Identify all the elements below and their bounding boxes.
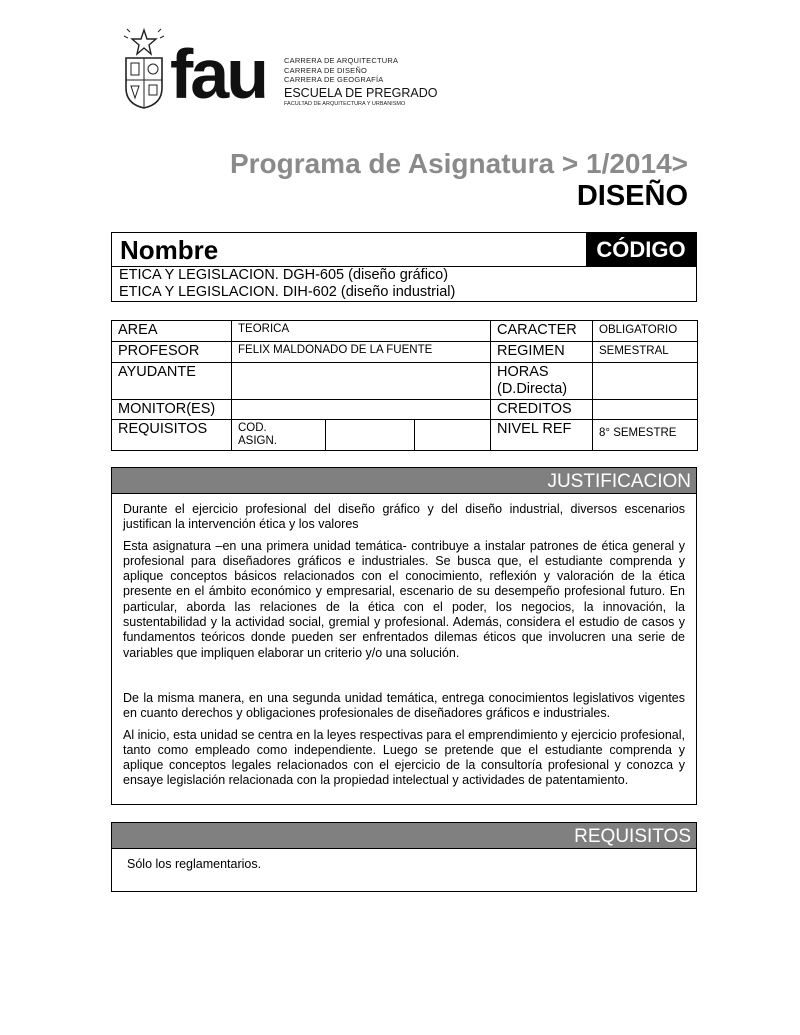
requisito-cell-1	[326, 420, 415, 451]
caracter-label: CARACTER	[491, 321, 593, 342]
nivel-label: NIVEL REF	[491, 420, 593, 451]
codigo-label: CÓDIGO	[586, 233, 696, 266]
monitor-label: MONITOR(ES)	[112, 400, 232, 420]
ayudante-label: AYUDANTE	[112, 363, 232, 400]
area-value: TEORICA	[232, 321, 491, 342]
requisitos-body: Sólo los reglamentarios.	[127, 857, 262, 871]
logo-line-escuela: ESCUELA DE PREGRADO	[284, 85, 438, 100]
creditos-label: CREDITOS	[491, 400, 593, 420]
horas-label-line2: (D.Directa)	[497, 381, 568, 397]
ayudante-value	[232, 363, 491, 400]
course-name-industrial: ETICA Y LEGISLACION. DIH-602 (diseño industrial)	[119, 284, 456, 300]
justificacion-paragraph: Durante el ejercicio profesional del diseño gráfico y del diseño industrial, diversos escenarios justifican la intervención ética y los valores	[123, 502, 685, 532]
requisitos-label: REQUISITOS	[112, 420, 232, 451]
justificacion-paragraph: Esta asignatura –en una primera unidad temática- contribuye a instalar patrones de ética general y profesional para diseñadores gráficos e industriales. Se busca que, el estudiante comprenda y aplique conceptos básicos relacionados con el conocimiento, reflexión y valoración de la ética presente en el ámbito económico y empresarial, escenario de su desempeño profesional futuro. En particular, aborda las relaciones de la ética con el poder, los negocios, la innovación, la sustentabilidad y la actividad social, gremial y profesional. Además, considera el estudio de casos y fundamentos teóricos donde pueden ser enfrentados dilemas éticos que involucren una serie de variables que impliquen elaborar un criterio y/o una solución.	[123, 538, 685, 660]
justificacion-section	[111, 467, 697, 805]
course-name-grafico: ETICA Y LEGISLACION. DGH-605 (diseño gráfico)	[119, 267, 449, 283]
course-name-header	[112, 233, 696, 267]
regimen-label: REGIMEN	[491, 342, 593, 363]
requisitos-heading: REQUISITOS	[112, 823, 696, 849]
horas-label	[491, 363, 593, 400]
department-title: DISEÑO	[576, 180, 688, 212]
logo-line-geografia: CARRERA DE GEOGRAFÍA	[284, 75, 384, 84]
monitor-value	[232, 400, 491, 420]
table-row	[112, 321, 698, 342]
faculty-logo	[120, 28, 438, 113]
fau-wordmark: fau	[170, 35, 266, 113]
profesor-value: FELIX MALDONADO DE LA FUENTE	[232, 342, 491, 363]
cod-line2: ASIGN.	[238, 435, 277, 447]
requisito-cell-2	[415, 420, 491, 451]
nombre-label: Nombre	[120, 235, 219, 265]
justificacion-paragraph: Al inicio, esta unidad se centra en la leyes respectivas para el emprendimiento y ejercicio profesional, tanto como empleado como independiente. Luego se pretende que el estudiante comprenda y aplique conceptos legales relacionados con el ejercicio de la consultoría profesional y conozca y ensaye legislación relacionada con la propiedad intelectual y actividades de patentamiento.	[123, 727, 685, 788]
course-info-table	[111, 320, 698, 451]
table-row	[112, 363, 698, 400]
caracter-value: OBLIGATORIO	[593, 321, 698, 342]
nivel-value: 8° SEMESTRE	[593, 420, 698, 451]
table-row	[112, 342, 698, 363]
profesor-label: PROFESOR	[112, 342, 232, 363]
justificacion-heading: JUSTIFICACION	[112, 468, 696, 494]
cod-asign-label	[232, 420, 326, 451]
horas-label-line1: HORAS	[497, 364, 549, 380]
university-crest-icon	[122, 28, 166, 110]
logo-line-facultad: FACULTAD DE ARQUITECTURA Y URBANISMO	[284, 100, 406, 107]
logo-line-arquitectura: CARRERA DE ARQUITECTURA	[284, 56, 399, 65]
table-row	[112, 400, 698, 420]
course-names	[112, 267, 696, 301]
logo-line-diseno: CARRERA DE DISEÑO	[284, 65, 367, 75]
table-row	[112, 420, 698, 451]
regimen-value: SEMESTRAL	[593, 342, 698, 363]
program-title: Programa de Asignatura > 1/2014>	[229, 148, 688, 179]
area-label: AREA	[112, 321, 232, 342]
logo-text	[284, 56, 438, 108]
course-name-box	[111, 232, 697, 302]
justificacion-paragraph: De la misma manera, en una segunda unidad temática, entrega conocimientos legislativos vigentes en cuanto derechos y obligaciones profesionales de diseñadores gráficos e industriales.	[123, 690, 685, 721]
creditos-value	[593, 400, 698, 420]
justificacion-body	[112, 494, 696, 789]
requisitos-section	[111, 822, 697, 892]
cod-line1: COD.	[238, 422, 267, 434]
horas-value	[593, 363, 698, 400]
